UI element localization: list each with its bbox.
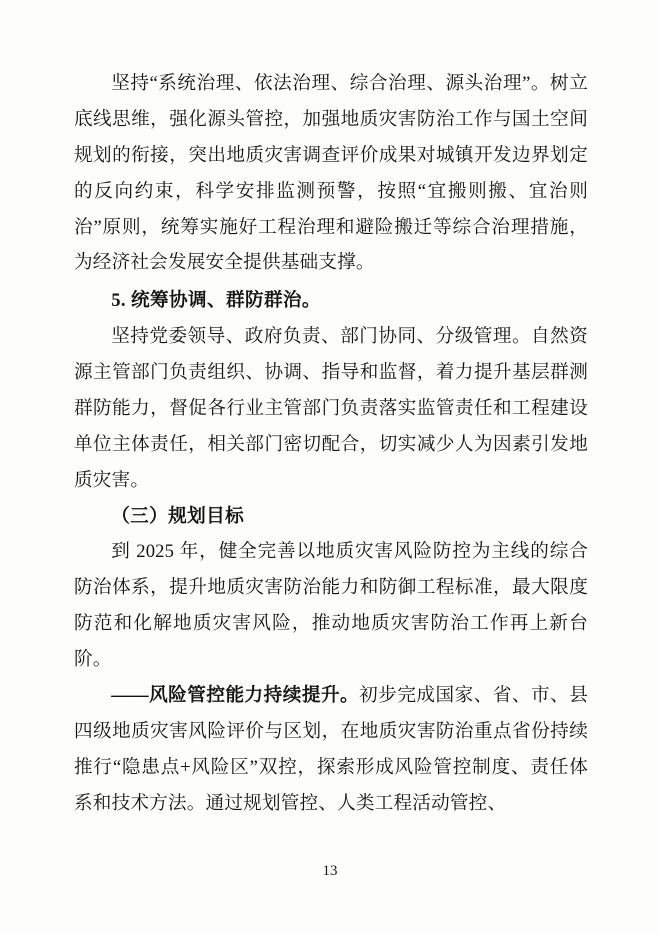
paragraph-system-governance: 坚持“系统治理、依法治理、综合治理、源头治理”。树立底线思维，强化源头管控，加强地质灾害防治工作与国土空间规划的衔接，突出地质灾害调查评价成果对城镇开发边界划定的反向约束，科学安排监测预警，按照“宜搬则搬、宜治则治”原则，统筹实施好工程治理和避险搬迁等综合治理措施，为经济社会发展安全提供基础支撑。 — [74, 73, 588, 274]
heading-planning-goals: （三）规划目标 — [111, 505, 245, 527]
paragraph-risk-control-lead: ——风险管控能力持续提升。 — [111, 684, 360, 706]
paragraph-risk-control — [74, 678, 588, 822]
paragraph-risk-control-body: 初步完成国家、省、市、县四级地质灾害风险评价与区划，在地质灾害防治重点省份持续推行“隐患点+风险区”双控，探索形成风险管控制度、责任体系和技术方法。通过规划管控、人类工程活动管控、 — [74, 684, 588, 814]
paragraph-party-leadership: 坚持党委领导、政府负责、部门协同、分级管理。自然资源主管部门负责组织、协调、指导和监督，着力提升基层群测群防能力，督促各行业主管部门负责落实监管责任和工程建设单位主体责任，相关部门密切配合，切实减少人为因素引发地质灾害。 — [74, 326, 588, 491]
page-content — [74, 66, 588, 821]
page-number: 13 — [322, 863, 338, 879]
paragraph-2025-goals: 到 2025 年，健全完善以地质灾害风险防控为主线的综合防治体系，提升地质灾害防治能力和防御工程标准，最大限度防范和化解地质灾害风险，推动地质灾害防治工作再上新台阶。 — [74, 541, 588, 670]
heading-coordination: 5. 统筹协调、群防群治。 — [111, 290, 321, 312]
